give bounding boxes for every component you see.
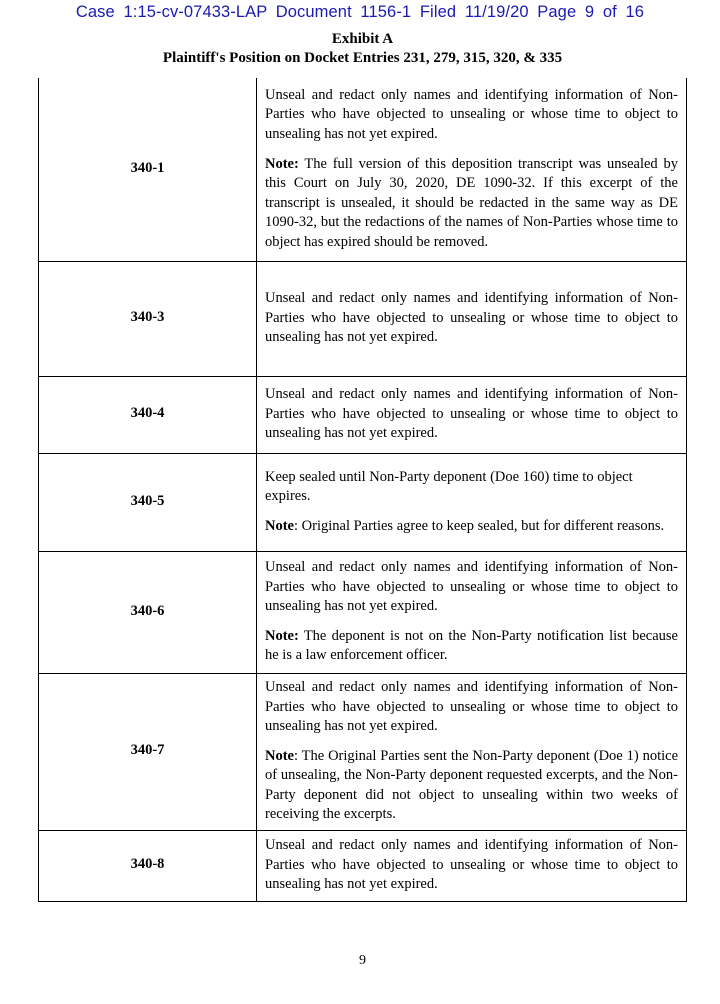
docket-entry-cell bbox=[39, 261, 257, 376]
docket-entry-cell bbox=[39, 78, 257, 261]
note-paragraph bbox=[265, 155, 678, 253]
position-cell bbox=[257, 78, 687, 261]
docket-entry-number: 340-8 bbox=[130, 856, 165, 872]
note-paragraph bbox=[265, 517, 678, 537]
exhibit-subtitle: Plaintiff's Position on Docket Entries 231, 279, 315, 320, & 335 bbox=[162, 50, 563, 66]
note-text: : Original Parties agree to keep sealed, but for different reasons. bbox=[294, 517, 665, 534]
position-cell bbox=[257, 376, 687, 453]
docket-entry-cell bbox=[39, 830, 257, 901]
docket-entry-cell bbox=[39, 453, 257, 551]
position-cell bbox=[257, 261, 687, 376]
case-filing-header: Case 1:15-cv-07433-LAP Document 1156-1 Filed 11/19/20 Page 9 of 16 bbox=[75, 3, 645, 21]
docket-entry-number: 340-4 bbox=[130, 405, 165, 421]
note-text: The full version of this deposition transcript was unsealed by this Court on July 30, 2020, DE 1090-32. If this excerpt of the transcript is unsealed, it should be redacted in the same way as DE 1090-32, but the redactions of the names of Non-Parties whose time to object has expired should be removed. bbox=[265, 155, 678, 251]
docket-entry-number: 340-5 bbox=[130, 492, 165, 509]
note-text: The deponent is not on the Non-Party notification list because he is a law enforcement officer. bbox=[265, 627, 678, 664]
position-cell bbox=[257, 830, 687, 901]
table-row bbox=[39, 261, 687, 376]
position-text: Unseal and redact only names and identifying information of Non-Parties who have objected to unsealing or whose time to object to unsealing has not yet expired. bbox=[265, 386, 678, 442]
table-row bbox=[39, 673, 687, 830]
table-row bbox=[39, 78, 687, 261]
exhibit-title: Exhibit A bbox=[331, 31, 394, 47]
position-text: Keep sealed until Non-Party deponent (Doe 160) time to object expires. bbox=[265, 468, 633, 505]
note-paragraph bbox=[265, 627, 678, 666]
position-text: Unseal and redact only names and identifying information of Non-Parties who have objected to unsealing or whose time to object to unsealing has not yet expired. bbox=[265, 559, 678, 615]
position-cell bbox=[257, 551, 687, 673]
docket-entry-number: 340-3 bbox=[130, 309, 165, 325]
note-text: : The Original Parties sent the Non-Party deponent (Doe 1) notice of unsealing, the Non-Party deponent requested excerpts, and the Non-Party deponent did not object to unsealing within two weeks of receiving the excerpts. bbox=[265, 747, 678, 823]
table-row bbox=[39, 376, 687, 453]
docket-entries-table bbox=[38, 78, 687, 902]
table-row bbox=[39, 830, 687, 901]
docket-entry-number: 340-7 bbox=[130, 742, 165, 758]
table-row bbox=[39, 551, 687, 673]
note-label: Note: bbox=[265, 155, 299, 172]
docket-entry-cell bbox=[39, 376, 257, 453]
position-text: Unseal and redact only names and identifying information of Non-Parties who have objected to unsealing or whose time to object to unsealing has not yet expired. bbox=[265, 86, 678, 143]
position-text: Unseal and redact only names and identifying information of Non-Parties who have objected to unsealing or whose time to object to unsealing has not yet expired. bbox=[265, 290, 678, 346]
note-paragraph bbox=[265, 747, 678, 825]
table-row bbox=[39, 453, 687, 551]
docket-entry-cell bbox=[39, 551, 257, 673]
position-text: Unseal and redact only names and identifying information of Non-Parties who have objected to unsealing or whose time to object to unsealing has not yet expired. bbox=[265, 678, 678, 735]
note-label: Note bbox=[265, 747, 294, 764]
note-label: Note: bbox=[265, 627, 299, 644]
position-cell bbox=[257, 453, 687, 551]
docket-entry-number: 340-6 bbox=[130, 602, 165, 619]
docket-entry-cell bbox=[39, 673, 257, 830]
docket-entry-number: 340-1 bbox=[130, 159, 165, 176]
position-cell bbox=[257, 673, 687, 830]
note-label: Note bbox=[265, 517, 294, 534]
page-number: 9 bbox=[359, 953, 366, 968]
position-text: Unseal and redact only names and identifying information of Non-Parties who have objected to unsealing or whose time to object to unsealing has not yet expired. bbox=[265, 837, 678, 893]
